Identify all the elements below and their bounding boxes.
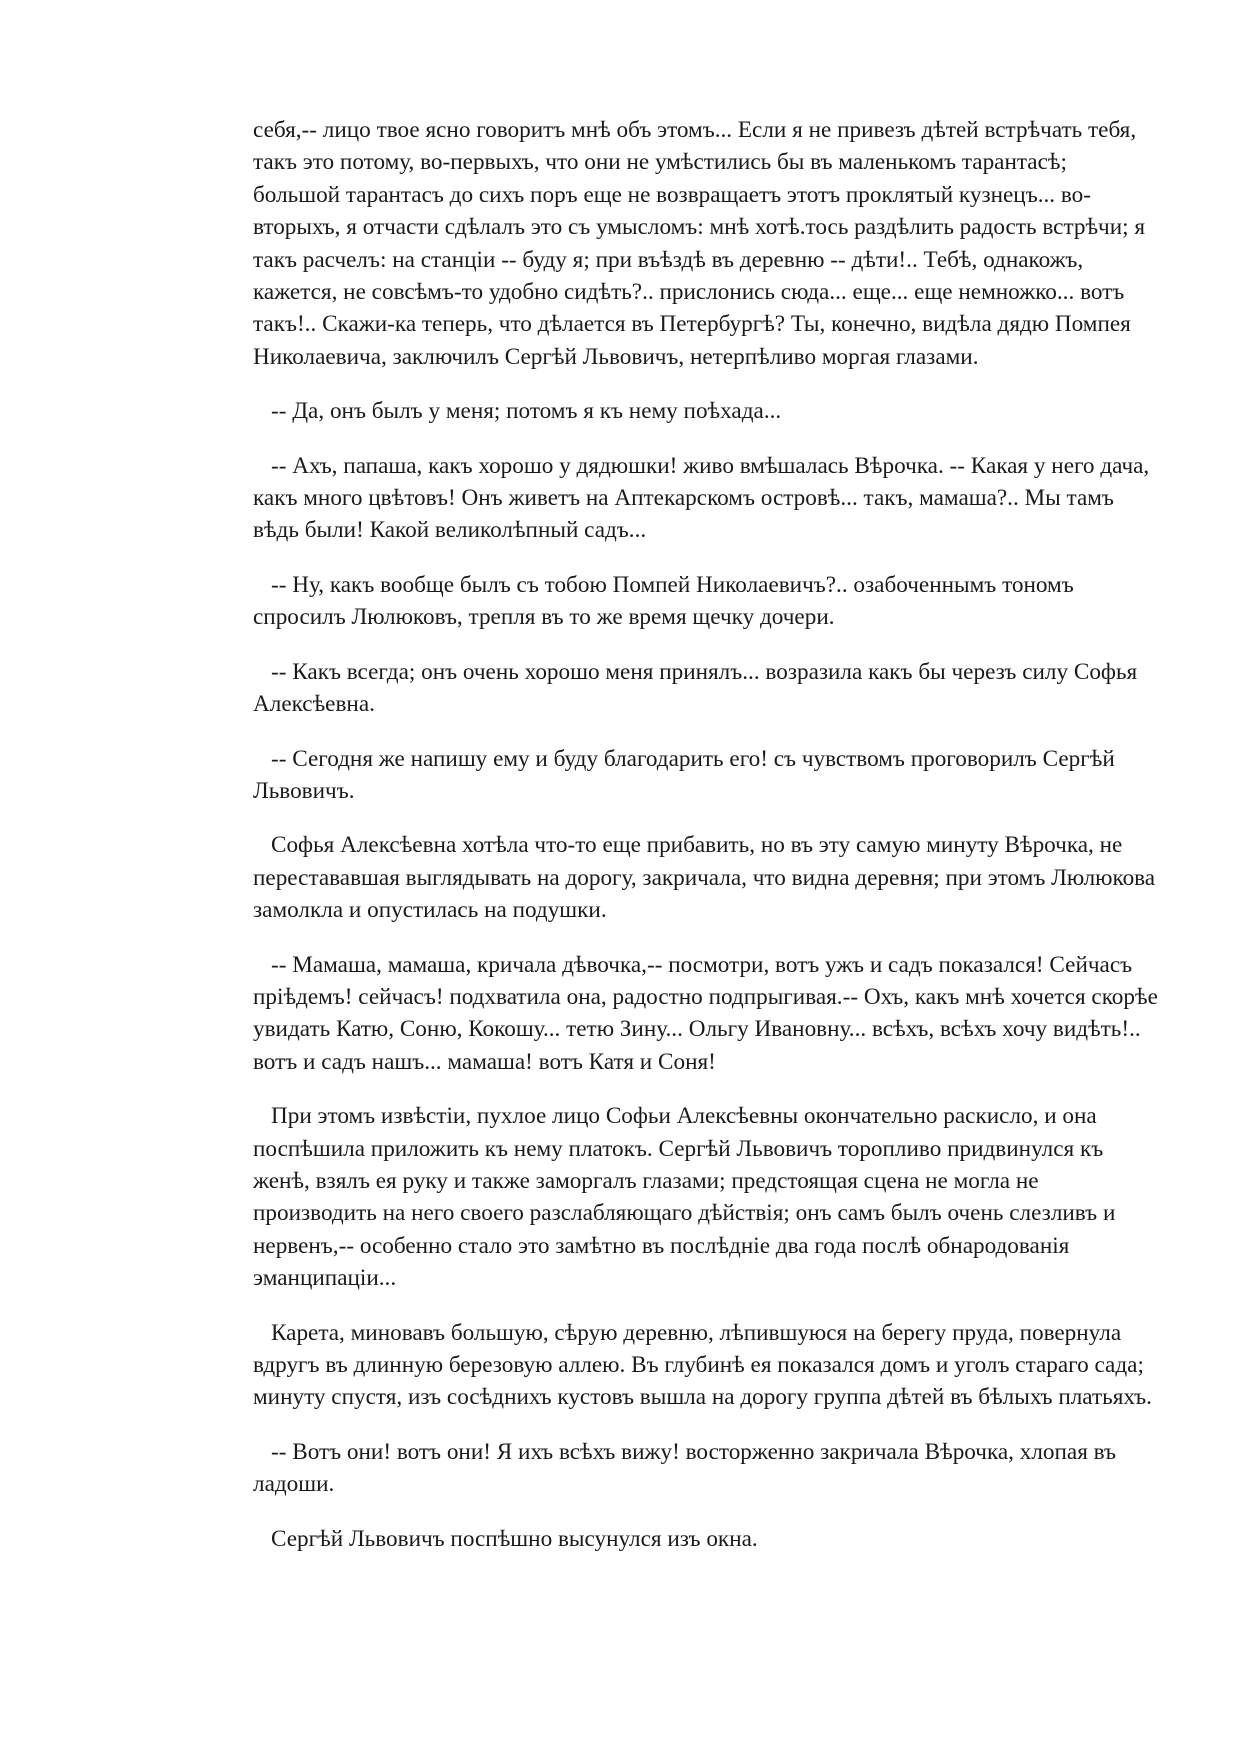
paragraph: -- Сегодня же напишу ему и буду благодарить его! съ чувствомъ проговорилъ Сергѣй Львовичъ. xyxy=(253,745,1115,804)
paragraph: -- Ахъ, папаша, какъ хорошо у дядюшки! живо вмѣшалась Вѣрочка. -- Какая у него дача, какъ много цвѣтовъ! Онъ живетъ на Аптекарскомъ островѣ... такъ, мамаша?.. Мы тамъ вѣдь были! Какой великолѣпный садъ... xyxy=(253,452,1150,544)
paragraph: -- Вотъ они! вотъ они! Я ихъ всѣхъ вижу! восторженно закричала Вѣрочка, хлопая въ ладоши. xyxy=(253,1438,1117,1498)
paragraph: -- Ну, какъ вообще былъ съ тобою Помпей Николаевичъ?.. озабоченнымъ тономъ спросилъ Люлюковъ, трепля въ то же время щечку дочери. xyxy=(253,571,1074,631)
paragraph: себя,-- лицо твое ясно говоритъ мнѣ объ этомъ... Если я не привезъ дѣтей встрѣчать тебя, такъ это потому, во-первыхъ, что они не умѣстились бы въ маленькомъ тарантасѣ; большой тарантасъ до сихъ поръ еще не возвращаетъ этотъ проклятый кузнецъ... во-вторыхъ, я отчасти сдѣлалъ это съ умысломъ: мнѣ хотѣ.тось раздѣлить радость встрѣчи; я такъ расчелъ: на станціи -- буду я; при въѣздѣ въ деревню -- дѣти!.. Тебѣ, однакожъ, кажется, не совсѣмъ-то удобно сидѣть?.. прислонись сюда... еще... еще немножко... вотъ такъ!.. Скажи-ка теперь, что дѣлается въ Петербургѣ? Ты, конечно, видѣла дядю Помпея Николаевича, заключилъ Сергѣй Львовичъ, нетерпѣливо моргая глазами. xyxy=(253,117,1146,370)
paragraph: Карета, миновавъ большую, сѣрую деревню, лѣпившуюся на берегу пруда, повернула вдругъ въ длинную березовую аллею. Въ глубинѣ ея показался домъ и уголъ стараго сада; минуту спустя, изъ сосѣднихъ кустовъ вышла на дорогу группа дѣтей въ бѣлыхъ платьяхъ. xyxy=(253,1319,1152,1411)
paragraph: -- Да, онъ былъ у меня; потомъ я къ нему поѣхада... xyxy=(271,398,782,425)
paragraph: Сергѣй Львовичъ поспѣшно высунулся изъ окна. xyxy=(271,1525,758,1552)
paragraph: -- Какъ всегда; онъ очень хорошо меня принялъ... возразила какъ бы черезъ силу Софья Алексѣевна. xyxy=(253,658,1138,718)
paragraph: При этомъ извѣстіи, пухлое лицо Софьи Алексѣевны окончательно раскисло, и она поспѣшила приложить къ нему платокъ. Сергѣй Львовичъ торопливо придвинулся къ женѣ, взялъ ея руку и также заморгалъ глазами; предстоящая сцена не могла не производить на него своего разслабляющаго дѣйствія; онъ самъ былъ очень слезливъ и нервенъ,-- особенно стало это замѣтно въ послѣдніе два года послѣ обнародованія эманципаціи... xyxy=(253,1103,1116,1292)
paragraph: Софья Алексѣевна хотѣла что-то еще прибавить, но въ эту самую минуту Вѣрочка, не перестававшая выглядывать на дорогу, закричала, что видна деревня; при этомъ Люлюкова замолкла и опустилась на подушки. xyxy=(253,832,1156,924)
paragraph: -- Мамаша, мамаша, кричала дѣвочка,-- посмотри, вотъ ужъ и садъ показался! Сейчасъ пріѣдемъ! сейчасъ! подхватила она, радостно подпрыгивая.-- Охъ, какъ мнѣ хочется скорѣе увидать Катю, Соню, Кокошу... тетю Зину... Ольгу Ивановну... всѣхъ, всѣхъ хочу видѣть!.. вотъ и садъ нашъ... мамаша! вотъ Катя и Соня! xyxy=(253,951,1158,1075)
document-page xyxy=(253,114,1158,1577)
